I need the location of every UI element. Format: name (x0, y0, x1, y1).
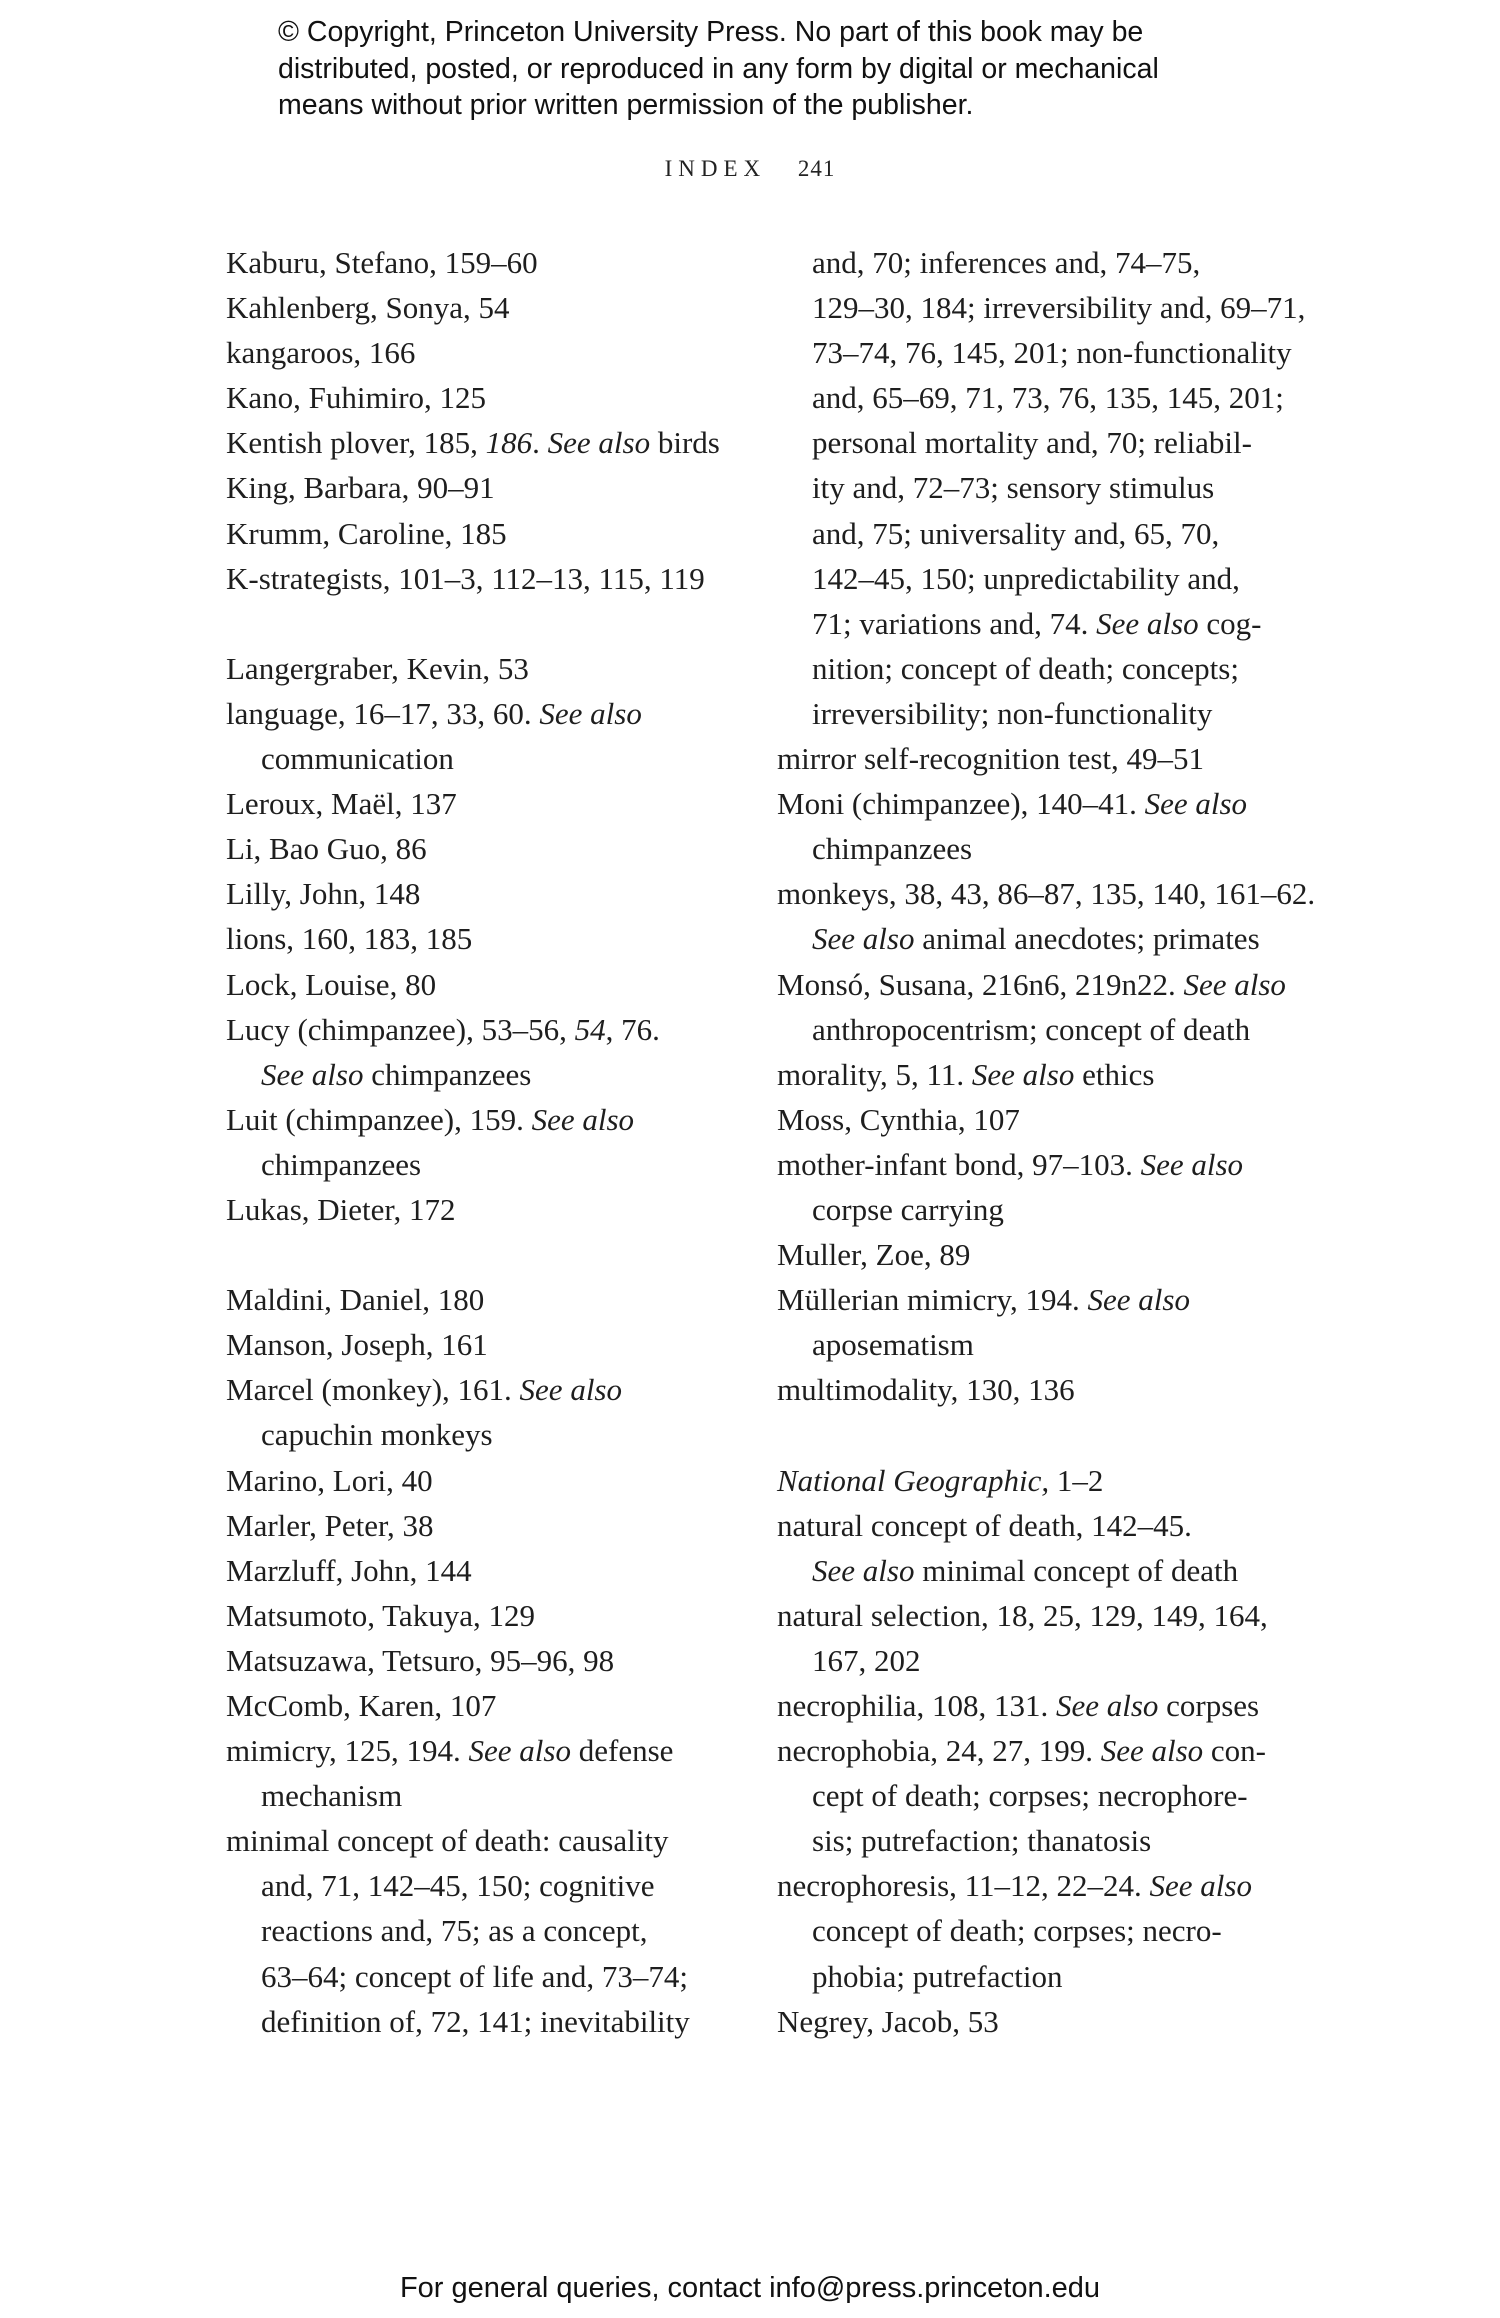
index-entry: mother-infant bond, 97–103. See also (777, 1146, 1244, 1182)
index-entry: Monsó, Susana, 216n6, 219n22. See also (777, 966, 1286, 1002)
contact-footer: For general queries, contact info@press.princeton.edu (399, 2272, 1101, 2304)
index-entry: necrophobia, 24, 27, 199. See also con- (777, 1733, 1267, 1769)
index-entry-continuation: reactions and, 75; as a concept, (261, 1913, 648, 1949)
index-entry: Marzluff, John, 144 (226, 1552, 472, 1588)
index-entry-continuation: personal mortality and, 70; reliabil- (812, 425, 1252, 461)
index-entry-continuation: 167, 202 (812, 1642, 921, 1678)
index-entry-continuation: capuchin monkeys (261, 1417, 493, 1453)
copyright-line: means without prior written permission of the publisher. (278, 89, 974, 121)
index-entry: Matsumoto, Takuya, 129 (226, 1597, 535, 1633)
index-entry: lions, 160, 183, 185 (226, 921, 473, 957)
index-entry: Kano, Fuhimiro, 125 (226, 380, 487, 416)
index-entry-continuation: phobia; putrefaction (812, 1958, 1063, 1994)
index-entry-continuation: 73–74, 76, 145, 201; non-functionality (812, 335, 1292, 371)
index-column-right (777, 240, 1316, 2044)
index-entry: Leroux, Maël, 137 (226, 786, 457, 822)
index-entry-continuation: definition of, 72, 141; inevitability (261, 2003, 690, 2039)
index-column-left (226, 240, 746, 2044)
index-entry: multimodality, 130, 136 (777, 1372, 1075, 1408)
index-entry-continuation: communication (261, 741, 454, 777)
index-entry: Langergraber, Kevin, 53 (226, 650, 529, 686)
index-entry: mirror self-recognition test, 49–51 (777, 741, 1205, 777)
index-entry: language, 16–17, 33, 60. See also (226, 695, 642, 731)
index-entry-continuation: See also chimpanzees (261, 1056, 532, 1092)
copyright-line: © Copyright, Princeton University Press. No part of this book may be (278, 16, 1144, 48)
index-entry-continuation: See also animal anecdotes; primates (812, 921, 1260, 957)
index-entry-continuation: 129–30, 184; irreversibility and, 69–71, (812, 290, 1306, 326)
index-entry: Marino, Lori, 40 (226, 1462, 433, 1498)
index-entry-continuation: and, 70; inferences and, 74–75, (812, 245, 1201, 280)
index-entry: Müllerian mimicry, 194. See also (777, 1282, 1190, 1318)
copyright-notice (278, 14, 1278, 124)
section-gap (777, 1412, 1307, 1457)
index-entry: K-strategists, 101–3, 112–13, 115, 119 (226, 560, 705, 596)
index-entry: Lilly, John, 148 (226, 876, 421, 912)
index-entry-continuation: 63–64; concept of life and, 73–74; (261, 1958, 689, 1994)
index-entry: Krumm, Caroline, 185 (226, 515, 507, 551)
index-entry-continuation: 71; variations and, 74. See also cog- (812, 605, 1262, 641)
index-entry: National Geographic, 1–2 (777, 1462, 1104, 1498)
index-entry: Marcel (monkey), 161. See also (226, 1372, 622, 1408)
page-number: 241 (797, 156, 836, 181)
index-entry-continuation: aposematism (812, 1327, 974, 1363)
index-entry: Manson, Joseph, 161 (226, 1327, 488, 1363)
index-entry-continuation: concept of death; corpses; necro- (812, 1913, 1222, 1949)
index-entry-continuation: 142–45, 150; unpredictability and, (812, 560, 1240, 596)
index-entry-continuation: chimpanzees (261, 1146, 422, 1182)
index-entry: Muller, Zoe, 89 (777, 1237, 971, 1273)
index-entry: Kentish plover, 185, 186. See also birds (226, 425, 720, 461)
index-entry-continuation: nition; concept of death; concepts; (812, 650, 1239, 686)
index-entry-continuation: chimpanzees (812, 831, 973, 867)
index-entry: Moss, Cynthia, 107 (777, 1101, 1020, 1137)
index-entry: Lucy (chimpanzee), 53–56, 54, 76. (226, 1011, 660, 1047)
index-entry: Negrey, Jacob, 53 (777, 2003, 999, 2039)
index-entry: McComb, Karen, 107 (226, 1688, 497, 1723)
index-entry: kangaroos, 166 (226, 335, 416, 371)
index-entry-continuation: cept of death; corpses; necrophore- (812, 1778, 1248, 1814)
index-entry-continuation: irreversibility; non-functionality (812, 695, 1213, 731)
index-entry: necrophilia, 108, 131. See also corpses (777, 1688, 1260, 1723)
index-entry-continuation: corpse carrying (812, 1191, 1004, 1227)
section-gap (226, 601, 746, 646)
index-entry: Kahlenberg, Sonya, 54 (226, 290, 510, 326)
index-entry: Moni (chimpanzee), 140–41. See also (777, 786, 1248, 822)
index-entry: necrophoresis, 11–12, 22–24. See also (777, 1868, 1252, 1904)
index-entry-continuation: mechanism (261, 1778, 403, 1814)
index-entry: monkeys, 38, 43, 86–87, 135, 140, 161–62. (777, 876, 1316, 912)
index-entry: mimicry, 125, 194. See also defense (226, 1733, 674, 1769)
index-entry-continuation: ity and, 72–73; sensory stimulus (812, 470, 1215, 506)
index-entry: Matsuzawa, Tetsuro, 95–96, 98 (226, 1642, 615, 1678)
index-entry: King, Barbara, 90–91 (226, 470, 495, 506)
index-entry: minimal concept of death: causality (226, 1823, 669, 1859)
index-entry-continuation: and, 71, 142–45, 150; cognitive (261, 1868, 655, 1904)
index-entry: Lock, Louise, 80 (226, 966, 437, 1002)
index-entry: Li, Bao Guo, 86 (226, 831, 427, 867)
index-entry: Maldini, Daniel, 180 (226, 1282, 485, 1318)
index-entry-continuation: and, 75; universality and, 65, 70, (812, 515, 1220, 551)
running-head-title: INDEX (664, 156, 767, 181)
index-entry: Luit (chimpanzee), 159. See also (226, 1101, 635, 1137)
index-entry-continuation: anthropocentrism; concept of death (812, 1011, 1251, 1047)
section-gap (226, 1232, 746, 1277)
index-entry-continuation: and, 65–69, 71, 73, 76, 135, 145, 201; (812, 380, 1284, 416)
index-entry: Kaburu, Stefano, 159–60 (226, 245, 538, 280)
index-entry: natural concept of death, 142–45. (777, 1507, 1192, 1543)
copyright-line: distributed, posted, or reproduced in any form by digital or mechanical (278, 52, 1159, 85)
index-entry: natural selection, 18, 25, 129, 149, 164, (777, 1597, 1268, 1633)
index-entry-continuation: See also minimal concept of death (812, 1552, 1239, 1588)
index-entry: Marler, Peter, 38 (226, 1507, 434, 1543)
running-head (0, 156, 1500, 182)
index-entry-continuation: sis; putrefaction; thanatosis (812, 1823, 1152, 1859)
index-entry: Lukas, Dieter, 172 (226, 1191, 456, 1227)
index-entry: morality, 5, 11. See also ethics (777, 1056, 1155, 1092)
